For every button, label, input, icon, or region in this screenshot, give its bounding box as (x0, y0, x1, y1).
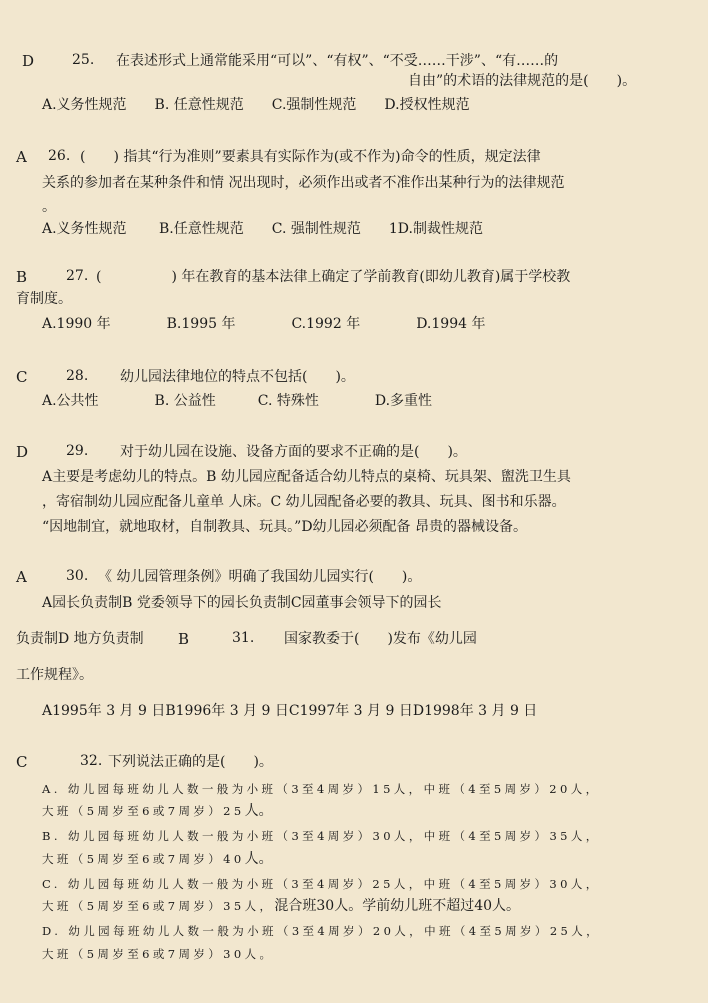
q32-option-d-line2: 大班（5周岁至6或7周岁）30人。 (42, 947, 275, 961)
q26-options: A.义务性规范 B.任意性规范 C. 强制性规范 1D.制裁性规范 (42, 221, 483, 237)
q30-stem-line1: 《 幼儿园管理条例》明确了我国幼儿园实行( )。 (98, 569, 422, 585)
q31-stem-line2: 工作规程》。 (16, 667, 93, 683)
q30-options-line: A园长负责制B 党委领导下的园长负责制C园董事会领导下的园长 (42, 595, 442, 611)
q32-option-a-line2-part1: 大班（5周岁至6或7周岁）25 (42, 804, 245, 818)
q32-option-b-line2-part2: 人。 (244, 851, 273, 867)
q32-option-c-line1: C. 幼儿园每班幼儿人数一般为小班（3至4周岁）25人，中班（4至5周岁）30人， (42, 877, 601, 891)
q27-answer: B (16, 268, 28, 286)
q32-option-a-line1: A. 幼儿园每班幼儿人数一般为小班（3至4周岁）15人，中班（4至5周岁）20人， (42, 782, 601, 796)
q29-stem-line1: 对于幼儿园在设施、设备方面的要求不正确的是( )。 (120, 444, 467, 460)
q30-options-line2: 负责制D 地方负责制 (16, 631, 144, 647)
q31-number: 31. (232, 630, 255, 646)
q29-text-line2: A主要是考虑幼儿的特点。B 幼儿园应配备适合幼儿特点的桌椅、玩具架、盥洗卫生具 (42, 469, 571, 485)
q25-options: A.义务性规范 B. 任意性规范 C.强制性规范 D.授权性规范 (42, 97, 470, 113)
q28-number: 28. (66, 368, 89, 384)
q32-option-a-line2 (42, 802, 273, 820)
q32-option-c-line2-part2: 混合班30人。学前幼儿班不超过40人。 (274, 898, 521, 914)
q32-option-c-line2-part1: 大班（5周岁至6或7周岁）35人， (42, 899, 275, 913)
q29-answer: D (16, 443, 29, 461)
q32-option-c-line2 (42, 897, 520, 915)
q32-option-a-line2-part2: 人。 (244, 803, 273, 819)
q25-stem-line1: 在表述形式上通常能采用“可以”、“有权”、“不受……干涉”、“有……的 (116, 53, 559, 69)
q28-stem-line1: 幼儿园法律地位的特点不包括( )。 (120, 369, 355, 385)
q29-text-line4: “因地制宜，就地取材，自制教具、玩具。”D幼儿园必须配备 昂贵的器械设备。 (42, 519, 527, 535)
q25-answer: D (22, 52, 35, 70)
q29-number: 29. (66, 443, 89, 459)
q26-answer: A (16, 148, 27, 166)
q32-answer: C (16, 753, 28, 771)
q27-stem-line1: ( ) 年在教育的基本法律上确定了学前教育(即幼儿教育)属于学校教 (96, 269, 571, 285)
q31-stem-line1: 国家教委于( )发布《幼儿园 (284, 631, 477, 647)
q29-text-line3: ，寄宿制幼儿园应配备儿童单 人床。C 幼儿园配备必要的教具、玩具、图书和乐器。 (42, 494, 566, 510)
q26-number: 26. (48, 148, 71, 164)
q28-answer: C (16, 368, 28, 386)
q30-answer: A (16, 568, 27, 586)
q32-stem-line1: 下列说法正确的是( )。 (108, 754, 273, 770)
q30-number: 30. (66, 568, 89, 584)
q25-number: 25. (72, 52, 95, 68)
q25-stem-line2: 自由”的术语的法律规范的是( )。 (408, 73, 637, 89)
q27-stem-line2: 育制度。 (16, 291, 72, 307)
q31-options: A1995年 3 月 9 日B1996年 3 月 9 日C1997年 3 月 9 日D1998年 3 月 9 日 (42, 703, 538, 719)
q31-answer: B (178, 630, 190, 648)
q32-option-d-line1: D. 幼儿园每班幼儿人数一般为小班（3至4周岁）20人，中班（4至5周岁）25人， (42, 924, 602, 938)
q26-stem-line3: 。 (42, 199, 56, 215)
q26-stem-line1: ( ) 指其“行为准则”要素具有实际作为(或不作为)命令的性质，规定法律 (80, 149, 541, 165)
q32-option-b-line2 (42, 850, 273, 868)
q27-number: 27. (66, 268, 89, 284)
q32-number: 32. (80, 753, 103, 769)
q28-options: A.公共性 B. 公益性 C. 特殊性 D.多重性 (42, 393, 433, 409)
q32-option-b-line2-part1: 大班（5周岁至6或7周岁）40 (42, 852, 245, 866)
q27-options: A.1990 年 B.1995 年 C.1992 年 D.1994 年 (42, 316, 486, 332)
q26-stem-line2: 关系的参加者在某种条件和情 况出现时，必须作出或者不准作出某种行为的法律规范 (42, 175, 565, 191)
q32-option-b-line1: B. 幼儿园每班幼儿人数一般为小班（3至4周岁）30人，中班（4至5周岁）35人， (42, 829, 601, 843)
